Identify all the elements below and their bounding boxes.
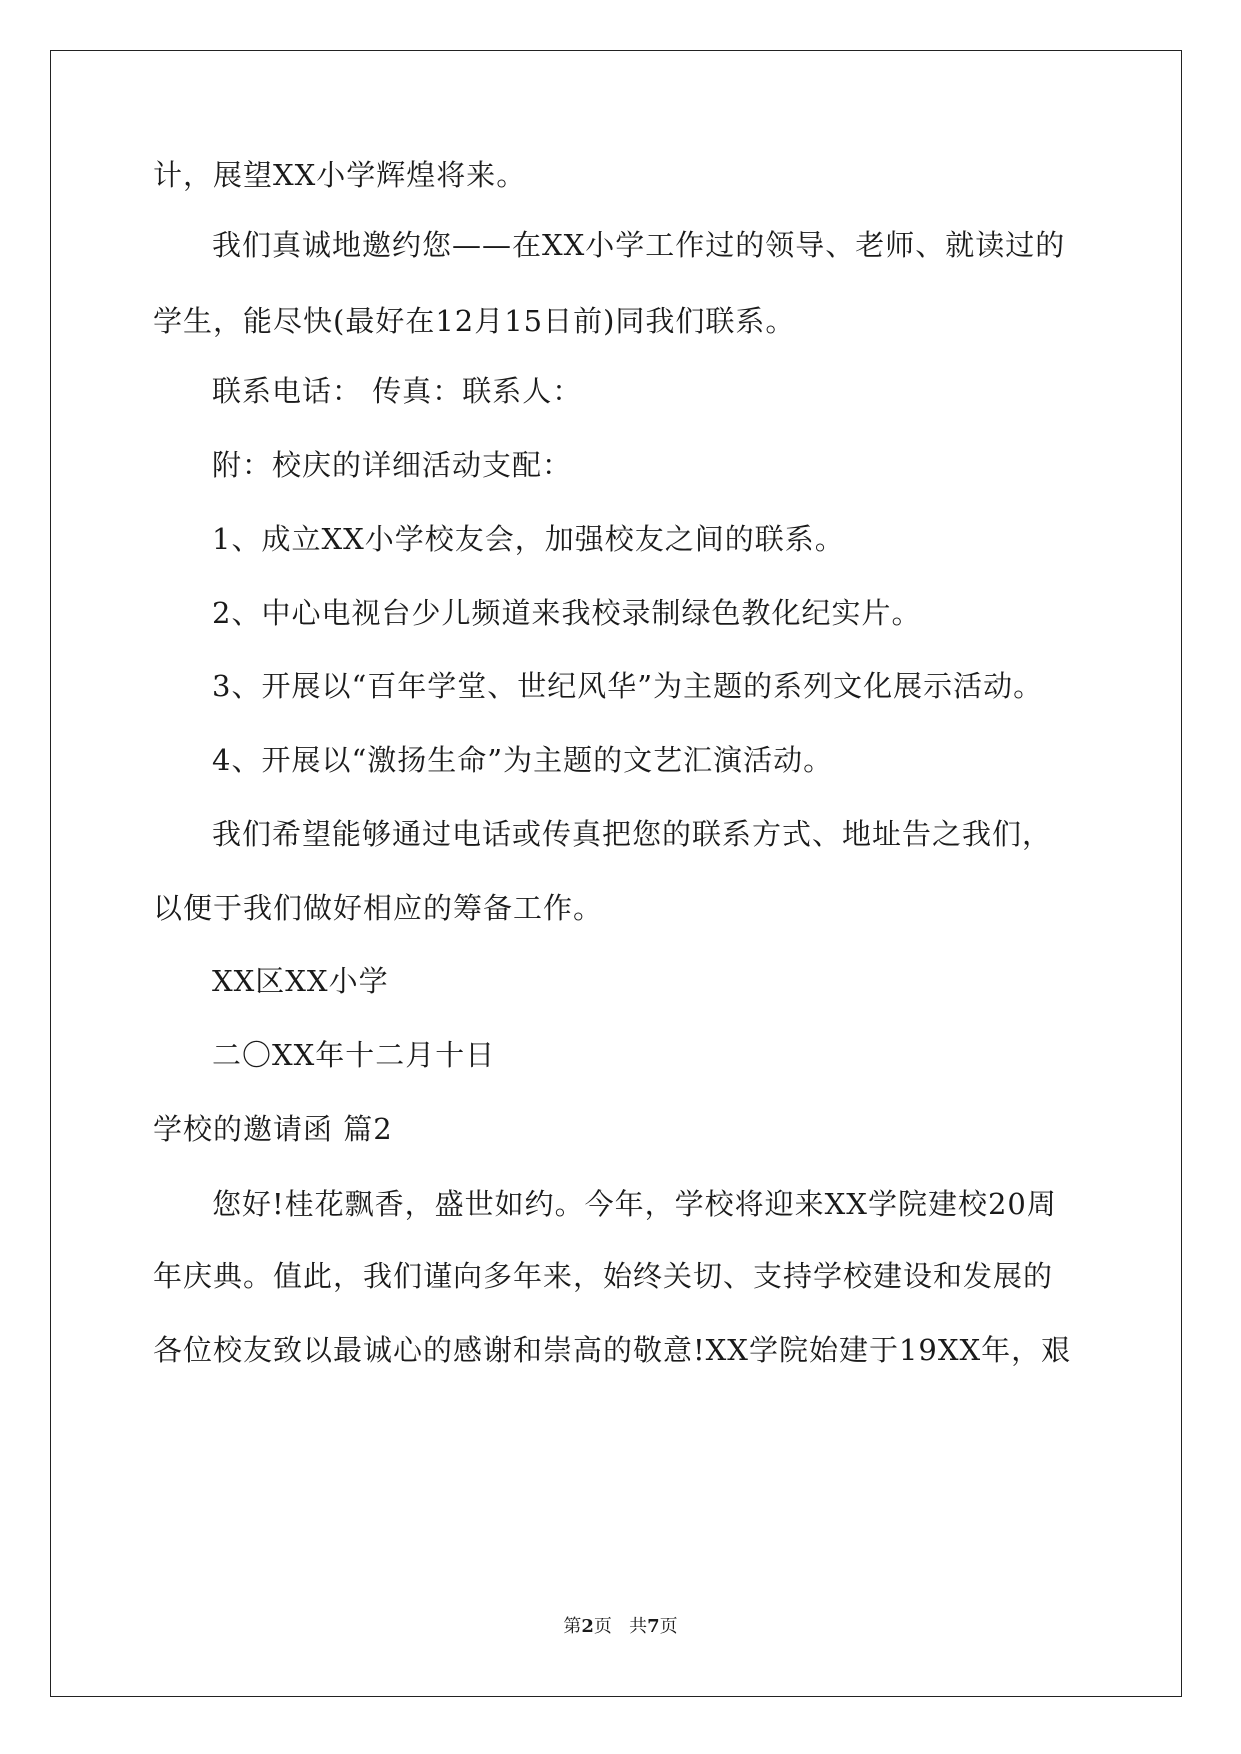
section-heading: 学校的邀请函 篇2	[153, 1112, 393, 1146]
text-line-3: 学生，能尽快(最好在12月15日前)同我们联系。	[153, 304, 796, 338]
text-line-17: 各位校友致以最诚心的感谢和崇高的敬意!XX学院始建于19XX年，艰	[153, 1333, 1072, 1367]
footer-page-number: 2	[581, 1616, 594, 1637]
text-line-2: 我们真诚地邀约您——在XX小学工作过的领导、老师、就读过的	[212, 228, 1066, 262]
text-line-8: 3、开展以“百年学堂、世纪风华”为主题的系列文化展示活动。	[212, 669, 1044, 703]
text-line-11: 以便于我们做好相应的筹备工作。	[153, 891, 604, 925]
text-line-9: 4、开展以“激扬生命”为主题的文艺汇演活动。	[212, 743, 834, 777]
text-line-6: 1、成立XX小学校友会，加强校友之间的联系。	[212, 522, 845, 556]
text-line-7: 2、中心电视台少儿频道来我校录制绿色教化纪实片。	[212, 596, 922, 630]
footer-page-prefix: 第	[563, 1616, 582, 1637]
page-border	[50, 50, 1182, 1697]
footer-total-prefix: 共	[629, 1616, 648, 1637]
text-line-1: 计，展望XX小学辉煌将来。	[153, 158, 527, 192]
text-line-4: 联系电话： 传真：联系人：	[212, 374, 583, 408]
text-line-5: 附：校庆的详细活动支配：	[212, 448, 573, 482]
text-line-16: 年庆典。值此，我们谨向多年来，始终关切、支持学校建设和发展的	[153, 1259, 1054, 1293]
footer-page-suffix: 页	[593, 1616, 612, 1637]
footer-total-suffix: 页	[659, 1616, 678, 1637]
page-footer	[0, 1616, 1241, 1638]
text-line-12: XX区XX小学	[212, 964, 389, 998]
text-line-10: 我们希望能够通过电话或传真把您的联系方式、地址告之我们，	[212, 817, 1053, 851]
footer-total-pages: 7	[647, 1616, 660, 1637]
text-line-13: 二〇XX年十二月十日	[212, 1038, 496, 1072]
text-line-15: 您好!桂花飘香，盛世如约。今年，学校将迎来XX学院建校20周	[212, 1187, 1057, 1221]
